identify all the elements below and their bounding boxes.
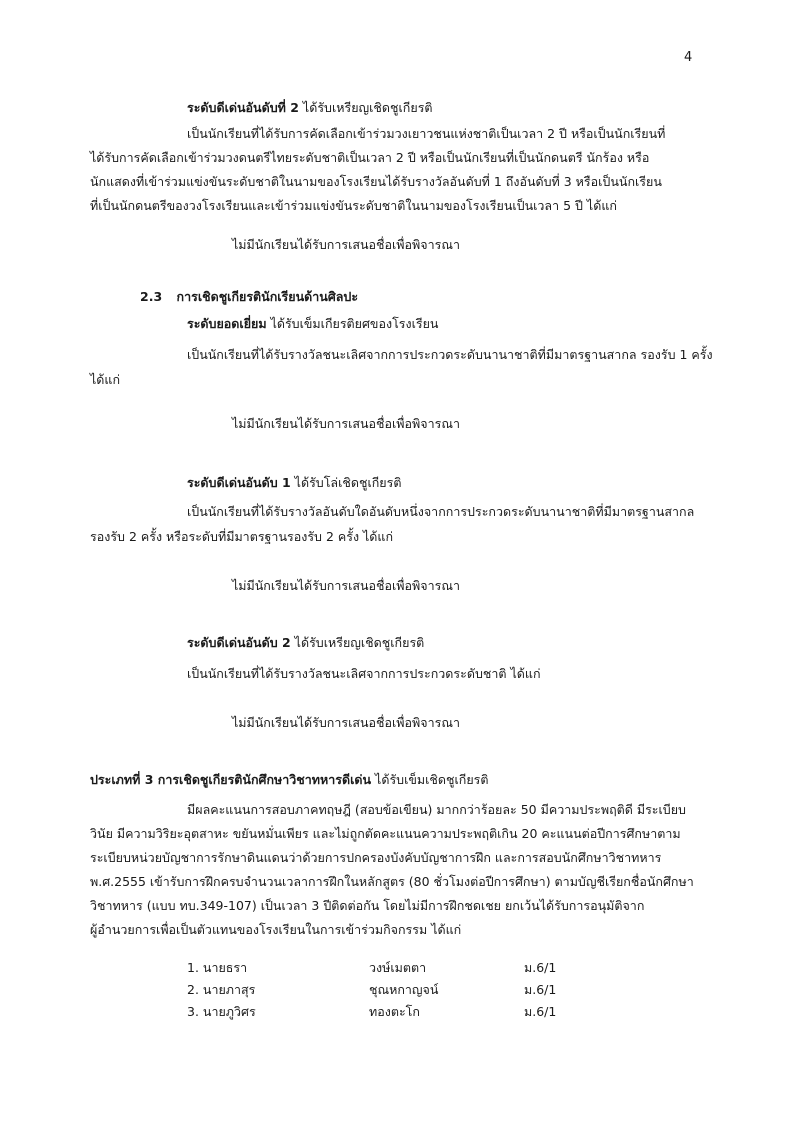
student-row [187, 1002, 556, 1022]
rank1-line-1: เป็นนักเรียนที่ได้รับรางวัลอันดับใดอันดับหนึ่งจากการประกวดระดับนานาชาติที่มีมาตรฐานสากล [187, 504, 695, 519]
type3-line-3: ระเบียบหน่วยบัญชาการรักษาดินแดนว่าด้วยการปกครองบังคับบัญชาการฝึก และการสอบนักศึกษาวิชาทหาร [90, 850, 662, 865]
student-class: ม.6/1 [524, 960, 557, 975]
sec23-heading-line [140, 287, 358, 307]
student-surname: ทองตะโก [369, 1004, 420, 1019]
excellent-heading-line [187, 314, 438, 334]
type3-title: การเชิดชูเกียรตินักศึกษาวิชาทหารดีเด่น [153, 772, 372, 787]
rank1-none: ไม่มีนักเรียนได้รับการเสนอชื่อเพื่อพิจารณา [232, 578, 460, 593]
student-row [187, 980, 556, 1000]
sec23-title: การเชิดชูเกียรตินักเรียนด้านศิลปะ [176, 289, 359, 304]
student-row [187, 958, 556, 978]
excellent-line-1: เป็นนักเรียนที่ได้รับรางวัลชนะเลิศจากการประกวดระดับนานาชาติที่มีมาตรฐานสากล รองรับ 1 ครั้ง [187, 347, 713, 362]
student-name: 2. นายภาสุร [187, 982, 256, 997]
excellent-heading: ระดับยอดเยี่ยม [187, 316, 267, 331]
type3-award: ได้รับเข็มเชิดชูเกียรติ [371, 772, 489, 787]
sec-a-line-3: นักแสดงที่เข้าร่วมแข่งขันระดับชาติในนามของโรงเรียนได้รับรางวัลอันดับที่ 1 ถึงอันดับที่ 3 หรือเป็นนักเรียน [90, 174, 662, 189]
student-name: 3. นายภูวิศร [187, 1004, 256, 1019]
type3-label: ประเภทที่ 3 [90, 772, 154, 787]
sec-a-line-4: ที่เป็นนักดนตรีของวงโรงเรียนและเข้าร่วมแข่งขันระดับชาติในนามของโรงเรียนเป็นเวลา 5 ปี ได้แก่ [90, 198, 617, 213]
rank2-heading: ระดับดีเด่นอันดับ 2 [187, 635, 291, 650]
type3-line-1: มีผลคะแนนการสอบภาคทฤษฎี (สอบข้อเขียน) มากกว่าร้อยละ 50 มีความประพฤติดี มีระเบียบ [187, 802, 686, 817]
type3-heading-line [90, 770, 489, 790]
rank2-line-1: เป็นนักเรียนที่ได้รับรางวัลชนะเลิศจากการประกวดระดับชาติ ได้แก่ [187, 666, 541, 681]
sec23-number: 2.3 [140, 289, 163, 304]
student-class: ม.6/1 [524, 982, 557, 997]
rank2-award: ได้รับเหรียญเชิดชูเกียรติ [290, 635, 425, 650]
rank1-award: ได้รับโล่เชิดชูเกียรติ [290, 475, 402, 490]
student-surname: วงษ์เมตตา [369, 960, 427, 975]
type3-line-2: วินัย มีความวิริยะอุตสาหะ ขยันหมั่นเพียร และไม่ถูกตัดคะแนนความประพฤติเกิน 20 คะแนนต่อปีการศึกษาตาม [90, 826, 681, 841]
type3-line-4: พ.ศ.2555 เข้ารับการฝึกครบจำนวนเวลาการฝึกในหลักสูตร (80 ชั่วโมงต่อปีการศึกษา) ตามบัญชีเรียกชื่อนักศึกษา [90, 874, 694, 889]
excellent-none: ไม่มีนักเรียนได้รับการเสนอชื่อเพื่อพิจารณา [232, 416, 460, 431]
rank2-heading-line [187, 633, 424, 653]
excellent-line-2: ได้แก่ [90, 372, 121, 387]
student-surname: ชุณหกาญจน์ [369, 982, 439, 997]
excellent-award: ได้รับเข็มเกียรติยศของโรงเรียน [266, 316, 439, 331]
sec-a-award: ได้รับเหรียญเชิดชูเกียรติ [298, 100, 433, 115]
sec-a-none: ไม่มีนักเรียนได้รับการเสนอชื่อเพื่อพิจารณา [232, 237, 460, 252]
rank1-heading: ระดับดีเด่นอันดับ 1 [187, 475, 291, 490]
rank1-heading-line [187, 473, 401, 493]
sec-a-heading: ระดับดีเด่นอันดับที่ 2 [187, 100, 299, 115]
sec-a-line-2: ได้รับการคัดเลือกเข้าร่วมวงดนตรีไทยระดับชาติเป็นเวลา 2 ปี หรือเป็นนักเรียนที่เป็นนักดนตรี นักร้อง หรือ [90, 150, 650, 165]
sec-a-line-1: เป็นนักเรียนที่ได้รับการคัดเลือกเข้าร่วมวงเยาวชนแห่งชาติเป็นเวลา 2 ปี หรือเป็นนักเรียนที่ [187, 126, 666, 141]
type3-line-5: วิชาทหาร (แบบ ทบ.349-107) เป็นเวลา 3 ปีติดต่อกัน โดยไม่มีการฝึกชดเชย ยกเว้นได้รับการอนุมัติจาก [90, 898, 645, 913]
student-class: ม.6/1 [524, 1004, 557, 1019]
type3-line-6: ผู้อำนวยการเพื่อเป็นตัวแทนของโรงเรียนในการเข้าร่วมกิจกรรม ได้แก่ [90, 922, 462, 937]
student-name: 1. นายธรา [187, 960, 248, 975]
page-number: 4 [684, 50, 693, 65]
rank1-line-2: รองรับ 2 ครั้ง หรือระดับที่มีมาตรฐานรองรับ 2 ครั้ง ได้แก่ [90, 529, 394, 544]
sec-a-heading-line [187, 98, 433, 118]
rank2-none: ไม่มีนักเรียนได้รับการเสนอชื่อเพื่อพิจารณา [232, 715, 460, 730]
